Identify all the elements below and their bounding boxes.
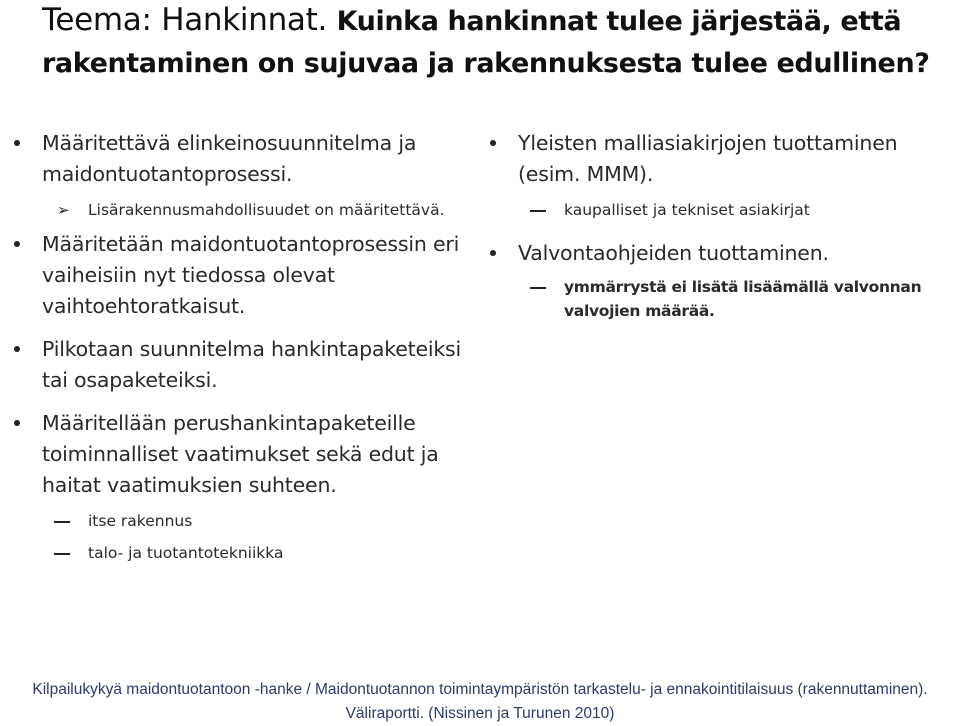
left-sub-bullet-4a-text: itse rakennus (88, 512, 193, 530)
title-question: Kuinka hankinnat tulee järjestää, että rakentaminen on sujuvaa ja rakennuksesta tulee edullinen? (42, 6, 930, 79)
bullet-dot-icon (14, 420, 20, 426)
bullet-dot-icon (490, 250, 496, 256)
dash-bullet-icon (530, 287, 546, 289)
bullet-dot-icon (14, 140, 20, 146)
left-sub-bullet-1-text: Lisärakennusmahdollisuudet on määritettävä. (88, 201, 445, 219)
footer-source-line-2: Väliraportti. (Nissinen ja Turunen 2010) (345, 705, 615, 722)
left-bullet-4-text: Määritellään perushankintapaketeille toiminnalliset vaatimukset sekä edut ja haitat vaatimuksien suhteen. (42, 411, 439, 497)
left-column (8, 128, 468, 565)
left-bullet-3-text: Pilkotaan suunnitelma hankintapaketeiksi tai osapaketeiksi. (42, 337, 462, 392)
slide-footer (0, 678, 960, 726)
right-bullet-2 (484, 238, 954, 269)
right-sub-bullet-2 (484, 275, 954, 323)
dash-bullet-icon (54, 521, 70, 523)
right-sub-bullet-1 (484, 198, 954, 222)
left-bullet-4 (8, 408, 468, 501)
bullet-dot-icon (14, 346, 20, 352)
left-sub-bullet-4a (8, 509, 468, 533)
left-bullet-3 (8, 334, 468, 396)
dash-bullet-icon (530, 210, 546, 212)
right-sub-bullet-2-text: ymmärrystä ei lisätä lisäämällä valvonnan valvojien määrää. (564, 278, 922, 320)
left-bullet-2 (8, 229, 468, 322)
title-topic: Teema: Hankinnat. (42, 2, 328, 38)
left-sub-bullet-4b (8, 541, 468, 565)
right-bullet-2-text: Valvontaohjeiden tuottaminen. (518, 241, 829, 265)
bullet-dot-icon (490, 140, 496, 146)
right-bullet-1 (484, 128, 954, 190)
right-bullet-1-text: Yleisten malliasiakirjojen tuottaminen (esim. MMM). (518, 131, 898, 186)
left-bullet-1-text: Määritettävä elinkeinosuunnitelma ja maidontuotantoprosessi. (42, 131, 417, 186)
left-sub-bullet-1 (8, 198, 468, 222)
dash-bullet-icon (54, 553, 70, 555)
left-sub-bullet-4b-text: talo- ja tuotantotekniikka (88, 544, 284, 562)
bullet-dot-icon (14, 241, 20, 247)
right-column (484, 128, 954, 323)
footer-source-line-1: Kilpailukykyä maidontuotantoon -hanke / Maidontuotannon toimintaympäristön tarkastelu- ja ennakointitilaisuus (rakennuttaminen). (32, 681, 928, 698)
slide-title (42, 0, 952, 84)
arrow-bullet-icon: ➢ (57, 201, 70, 219)
left-bullet-2-text: Määritetään maidontuotantoprosessin eri vaiheisiin nyt tiedossa olevat vaihtoehtoratkaisut. (42, 232, 460, 318)
right-sub-bullet-1-text: kaupalliset ja tekniset asiakirjat (564, 201, 810, 219)
left-bullet-1 (8, 128, 468, 190)
